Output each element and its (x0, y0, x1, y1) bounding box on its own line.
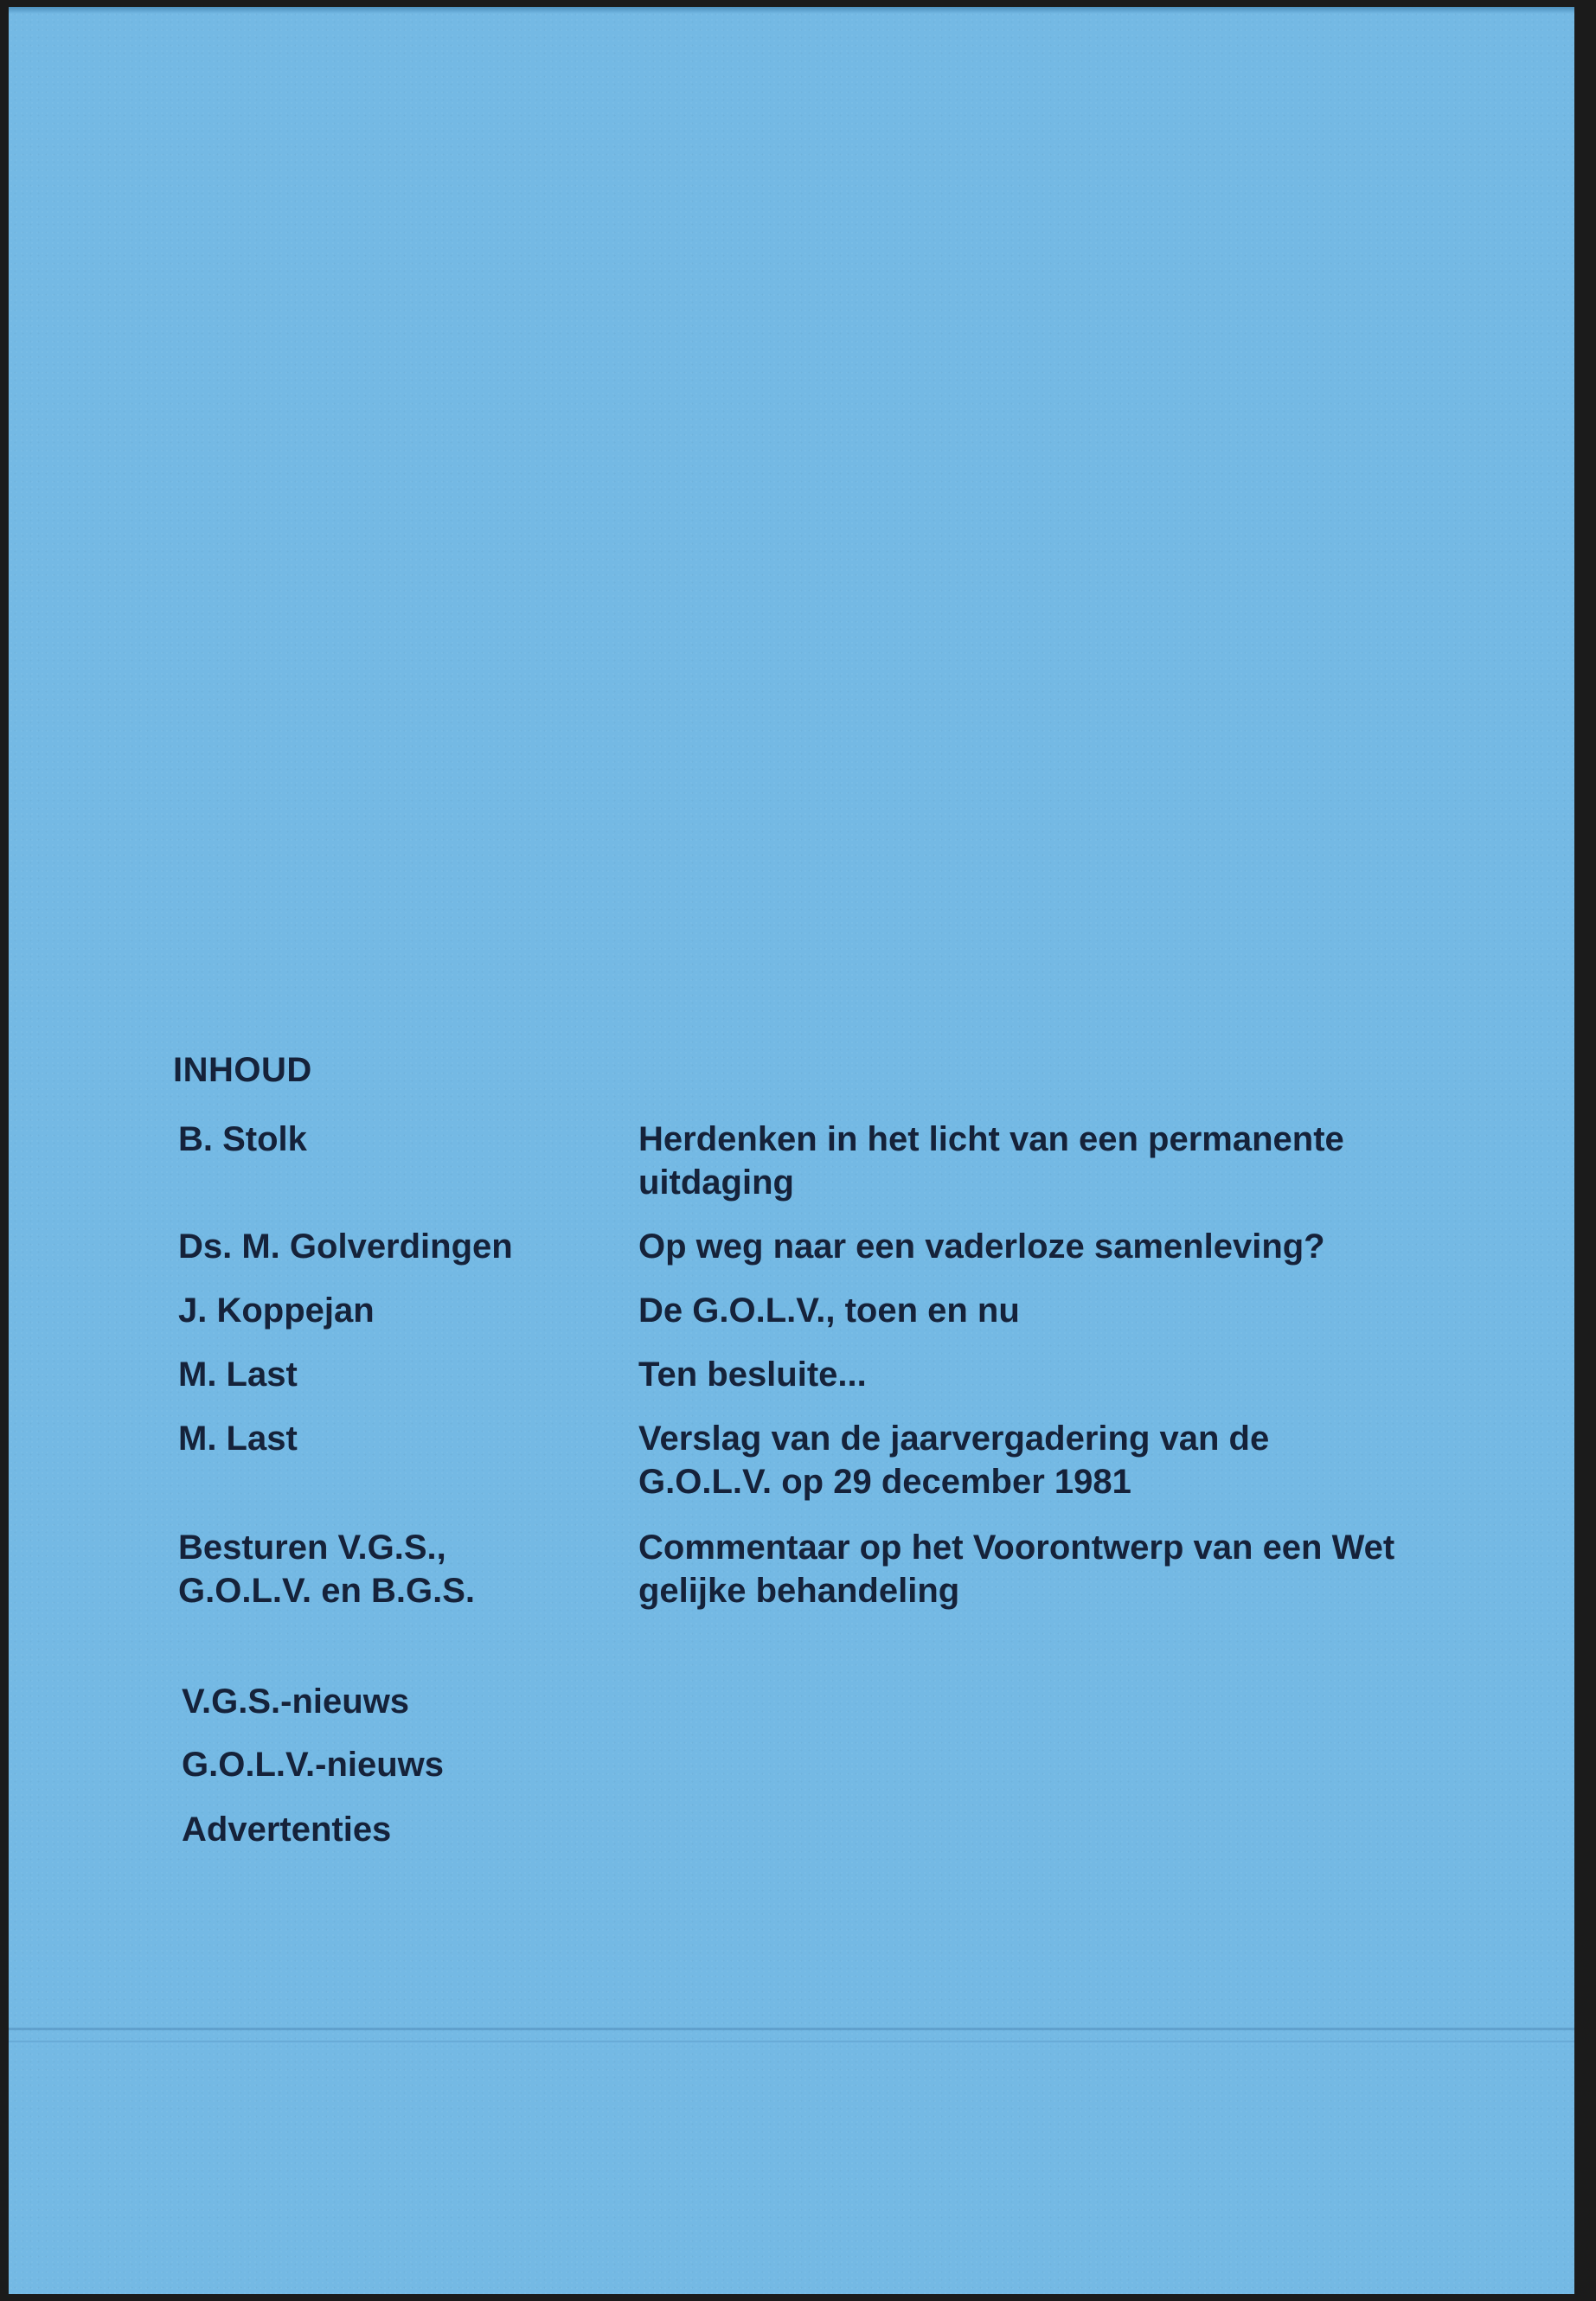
toc-entry-title: Verslag van de jaarvergadering van de G.O.L.V. op 29 december 1981 (638, 1420, 1270, 1501)
table-of-contents (9, 7, 1574, 2294)
toc-entry-author: Ds. M. Golverdingen (178, 1227, 513, 1266)
toc-entry-title: Op weg naar een vaderloze samenleving? (638, 1227, 1325, 1266)
toc-section-item: G.O.L.V.-nieuws (182, 1746, 445, 1784)
toc-entry-author: B. Stolk (178, 1120, 307, 1158)
toc-entry-title: De G.O.L.V., toen en nu (638, 1292, 1020, 1330)
toc-heading: INHOUD (173, 1051, 312, 1089)
toc-entry-author: Besturen V.G.S., G.O.L.V. en B.G.S. (178, 1529, 476, 1610)
toc-entry-author: M. Last (178, 1356, 298, 1394)
cover-page (9, 7, 1574, 2294)
toc-entry-title: Ten besluite... (638, 1356, 867, 1394)
toc-entry-title: Herdenken in het licht van een permanente uitdaging (638, 1120, 1344, 1202)
toc-entry-author: M. Last (178, 1420, 298, 1458)
toc-section-item: Advertenties (182, 1811, 392, 1849)
toc-section-item: V.G.S.-nieuws (182, 1682, 410, 1721)
toc-entry-title: Commentaar op het Voorontwerp van een Wet gelijke behandeling (638, 1529, 1395, 1610)
toc-entry-author: J. Koppejan (178, 1292, 375, 1330)
